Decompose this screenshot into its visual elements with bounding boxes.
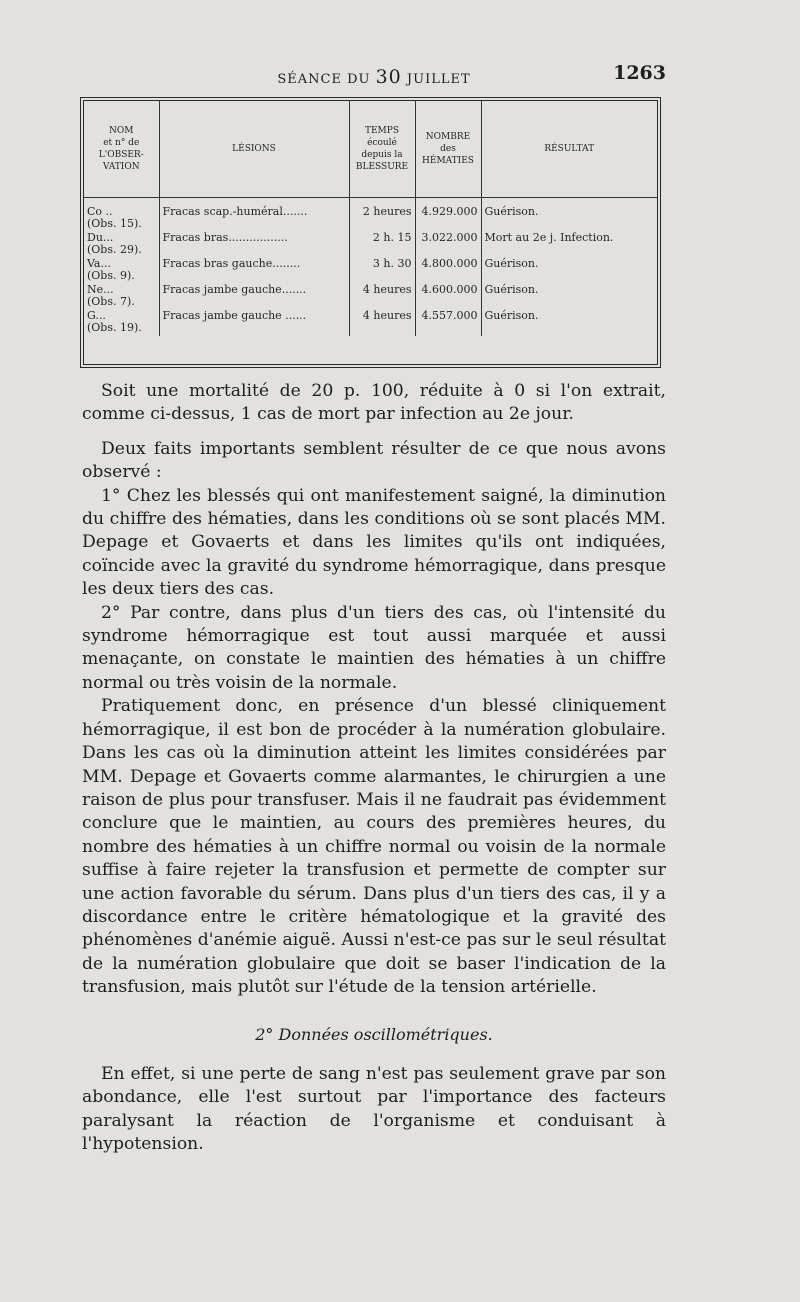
paragraph: 2° Par contre, dans plus d'un tiers des cas, où l'intensité du syndrome hémorragique est tout aussi marquée et aussi menaçante, on constate le maintien des hématies à un chiffre normal ou très voisin de la normale. [82, 602, 666, 693]
cell-result: Guérison. [484, 257, 539, 270]
table-row [84, 258, 657, 284]
cell-time: 2 heures [349, 206, 415, 232]
table-row [84, 232, 657, 258]
table-row [84, 284, 657, 310]
title-part-2: JUILLET [401, 72, 471, 87]
running-title [82, 66, 666, 88]
header-temps: TEMPS écoulé depuis la BLESSURE [349, 101, 415, 198]
table-row [84, 206, 657, 232]
paragraph: Soit une mortalité de 20 p. 100, réduite à 0 si l'on extrait, comme ci-dessus, 1 cas de mort par infection au 2e jour. [82, 381, 666, 425]
cell-time: 3 h. 30 [349, 258, 415, 284]
cell-result: Guérison. [484, 283, 539, 296]
cell-count: 4.929.000 [415, 206, 481, 232]
title-part-1: SÉANCE DU [277, 72, 376, 87]
observations-table-frame [80, 97, 661, 368]
body-text [82, 380, 666, 1157]
cell-name: Ne... (Obs. 7). [84, 284, 159, 310]
observations-table [84, 101, 657, 336]
header-lesions: LÉSIONS [159, 101, 349, 198]
cell-time: 2 h. 15 [349, 232, 415, 258]
paragraph: Pratiquement donc, en présence d'un blessé cliniquement hémorragique, il est bon de procéder à la numération globulaire. Dans les cas où la diminution atteint les limites considérées par MM. Depage et Govaerts comme alarmantes, le chirurgien a une raison de plus pour transfuser. Mais il ne faudrait pas évidemment conclure que le maintien, au cours des premières heures, du nombre des hématies à un chiffre normal ou voisin de la normale suffise à faire rejeter la transfusion et permette de compter sur une action favorable du sérum. Dans plus d'un tiers des cas, il y a discordance entre le critère hématologique et la gravité des phénomènes d'anémie aiguë. Aussi n'est-ce pas sur le seul résultat de la numération globulaire que doit se baser l'indication de la transfusion, mais plutôt sur l'étude de la tension artérielle. [82, 696, 666, 998]
cell-lesion: Fracas bras gauche........ [159, 258, 349, 284]
cell-name: Du... (Obs. 29). [84, 232, 159, 258]
header-resultat: RÉSULTAT [544, 144, 595, 154]
header-nombre: NOMBRE des HÉMATIES [415, 101, 481, 198]
page-header [82, 62, 666, 86]
page-number: 1263 [613, 62, 666, 84]
section-subheading: 2° Données oscillométriques. [255, 1024, 493, 1044]
cell-result: Mort au 2e j. Infection. [484, 231, 614, 244]
cell-name: Va... (Obs. 9). [84, 258, 159, 284]
cell-result: Guérison. [484, 309, 539, 322]
title-day: 30 [375, 66, 402, 88]
cell-lesion: Fracas scap.-huméral....... [159, 206, 349, 232]
paragraph: Deux faits importants semblent résulter de ce que nous avons observé : [82, 438, 666, 483]
cell-lesion: Fracas jambe gauche ...... [159, 310, 349, 336]
cell-count: 4.557.000 [415, 310, 481, 336]
cell-count: 3.022.000 [415, 232, 481, 258]
cell-time: 4 heures [349, 284, 415, 310]
cell-lesion: Fracas bras................. [159, 232, 349, 258]
paragraph: En effet, si une perte de sang n'est pas seulement grave par son abondance, elle l'est surtout par l'importance des facteurs paralysant la réaction de l'organisme et conduisant à l'hypotension. [82, 1063, 666, 1155]
table-header-row [84, 101, 657, 198]
paragraph: 1° Chez les blessés qui ont manifestement saigné, la diminution du chiffre des hématies, dans les conditions où se sont placés MM. Depage et Govaerts et dans les limites qu'ils ont indiquées, coïncide avec la gravité du syndrome hémorragique, dans presque les deux tiers des cas. [82, 485, 666, 600]
table-row [84, 310, 657, 336]
cell-result: Guérison. [484, 205, 539, 218]
header-nom: NOM et n° de L'OBSER- VATION [84, 101, 159, 198]
cell-time: 4 heures [349, 310, 415, 336]
cell-count: 4.600.000 [415, 284, 481, 310]
cell-lesion: Fracas jambe gauche....... [159, 284, 349, 310]
cell-count: 4.800.000 [415, 258, 481, 284]
cell-name: G... (Obs. 19). [84, 310, 159, 336]
cell-name: Co .. (Obs. 15). [84, 206, 159, 232]
